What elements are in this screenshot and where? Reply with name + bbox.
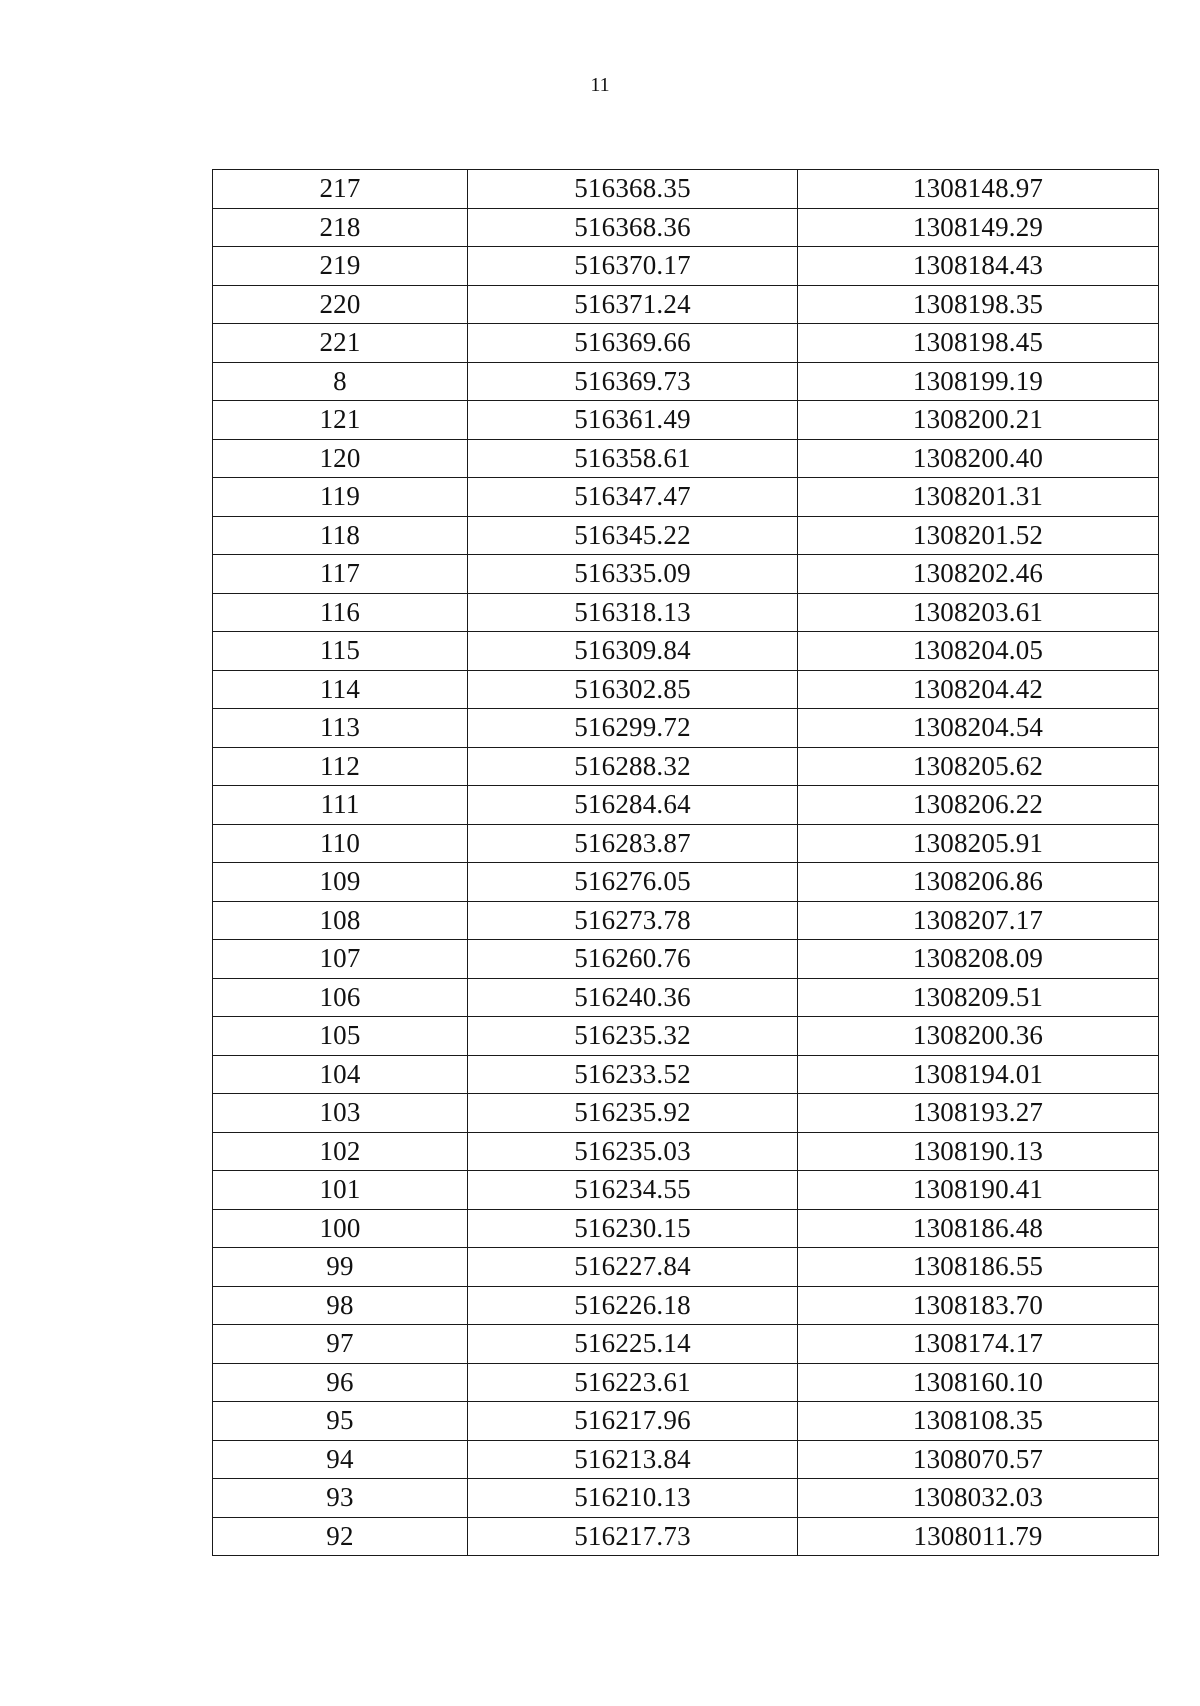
y-coordinate-cell: 1308183.70 [798,1286,1159,1325]
table-row [213,362,1159,401]
point-number-cell: 221 [213,324,468,363]
y-coordinate-cell: 1308148.97 [798,170,1159,209]
point-number-cell: 120 [213,439,468,478]
page-number: 11 [590,74,610,96]
point-number-cell: 103 [213,1094,468,1133]
point-number-cell: 94 [213,1440,468,1479]
y-coordinate-cell: 1308200.36 [798,1017,1159,1056]
y-coordinate-cell: 1308011.79 [798,1517,1159,1556]
y-coordinate-cell: 1308070.57 [798,1440,1159,1479]
point-number-cell: 118 [213,516,468,555]
y-coordinate-cell: 1308190.13 [798,1132,1159,1171]
y-coordinate-cell: 1308198.45 [798,324,1159,363]
table-row [213,709,1159,748]
y-coordinate-cell: 1308201.31 [798,478,1159,517]
x-coordinate-cell: 516230.15 [468,1209,798,1248]
table-row [213,1363,1159,1402]
x-coordinate-cell: 516369.73 [468,362,798,401]
y-coordinate-cell: 1308206.22 [798,786,1159,825]
point-number-cell: 217 [213,170,468,209]
table-row [213,1055,1159,1094]
table-row [213,1094,1159,1133]
coordinates-table [212,169,1159,1556]
x-coordinate-cell: 516240.36 [468,978,798,1017]
point-number-cell: 97 [213,1325,468,1364]
x-coordinate-cell: 516371.24 [468,285,798,324]
x-coordinate-cell: 516358.61 [468,439,798,478]
x-coordinate-cell: 516284.64 [468,786,798,825]
point-number-cell: 121 [213,401,468,440]
y-coordinate-cell: 1308186.48 [798,1209,1159,1248]
x-coordinate-cell: 516347.47 [468,478,798,517]
point-number-cell: 108 [213,901,468,940]
point-number-cell: 110 [213,824,468,863]
x-coordinate-cell: 516283.87 [468,824,798,863]
y-coordinate-cell: 1308205.62 [798,747,1159,786]
y-coordinate-cell: 1308202.46 [798,555,1159,594]
table-row [213,824,1159,863]
point-number-cell: 99 [213,1248,468,1287]
table-row [213,439,1159,478]
point-number-cell: 104 [213,1055,468,1094]
table-row [213,1517,1159,1556]
x-coordinate-cell: 516335.09 [468,555,798,594]
point-number-cell: 105 [213,1017,468,1056]
y-coordinate-cell: 1308204.05 [798,632,1159,671]
point-number-cell: 92 [213,1517,468,1556]
y-coordinate-cell: 1308201.52 [798,516,1159,555]
table-row [213,1325,1159,1364]
table-row [213,478,1159,517]
table-row [213,786,1159,825]
point-number-cell: 8 [213,362,468,401]
point-number-cell: 115 [213,632,468,671]
y-coordinate-cell: 1308199.19 [798,362,1159,401]
point-number-cell: 117 [213,555,468,594]
table-row [213,1286,1159,1325]
x-coordinate-cell: 516309.84 [468,632,798,671]
point-number-cell: 112 [213,747,468,786]
point-number-cell: 100 [213,1209,468,1248]
x-coordinate-cell: 516318.13 [468,593,798,632]
y-coordinate-cell: 1308184.43 [798,247,1159,286]
table-row [213,1209,1159,1248]
table-row [213,978,1159,1017]
y-coordinate-cell: 1308203.61 [798,593,1159,632]
table-row [213,593,1159,632]
y-coordinate-cell: 1308160.10 [798,1363,1159,1402]
point-number-cell: 101 [213,1171,468,1210]
x-coordinate-cell: 516225.14 [468,1325,798,1364]
y-coordinate-cell: 1308207.17 [798,901,1159,940]
point-number-cell: 114 [213,670,468,709]
x-coordinate-cell: 516235.92 [468,1094,798,1133]
point-number-cell: 98 [213,1286,468,1325]
table-row [213,555,1159,594]
point-number-cell: 111 [213,786,468,825]
point-number-cell: 109 [213,863,468,902]
x-coordinate-cell: 516234.55 [468,1171,798,1210]
y-coordinate-cell: 1308032.03 [798,1479,1159,1518]
x-coordinate-cell: 516226.18 [468,1286,798,1325]
table-row [213,1402,1159,1441]
table-row [213,324,1159,363]
table-row [213,285,1159,324]
table-row [213,632,1159,671]
x-coordinate-cell: 516273.78 [468,901,798,940]
table-row [213,670,1159,709]
table-row [213,940,1159,979]
x-coordinate-cell: 516368.35 [468,170,798,209]
table-row [213,1248,1159,1287]
point-number-cell: 95 [213,1402,468,1441]
x-coordinate-cell: 516361.49 [468,401,798,440]
x-coordinate-cell: 516260.76 [468,940,798,979]
table-row [213,1171,1159,1210]
point-number-cell: 113 [213,709,468,748]
x-coordinate-cell: 516276.05 [468,863,798,902]
x-coordinate-cell: 516299.72 [468,709,798,748]
point-number-cell: 107 [213,940,468,979]
y-coordinate-cell: 1308186.55 [798,1248,1159,1287]
table-row [213,1017,1159,1056]
point-number-cell: 218 [213,208,468,247]
table-row [213,208,1159,247]
y-coordinate-cell: 1308108.35 [798,1402,1159,1441]
y-coordinate-cell: 1308200.21 [798,401,1159,440]
x-coordinate-cell: 516370.17 [468,247,798,286]
x-coordinate-cell: 516302.85 [468,670,798,709]
table-row [213,747,1159,786]
x-coordinate-cell: 516233.52 [468,1055,798,1094]
point-number-cell: 119 [213,478,468,517]
table-row [213,1479,1159,1518]
x-coordinate-cell: 516210.13 [468,1479,798,1518]
point-number-cell: 116 [213,593,468,632]
table-row [213,247,1159,286]
y-coordinate-cell: 1308174.17 [798,1325,1159,1364]
y-coordinate-cell: 1308206.86 [798,863,1159,902]
y-coordinate-cell: 1308208.09 [798,940,1159,979]
y-coordinate-cell: 1308200.40 [798,439,1159,478]
x-coordinate-cell: 516369.66 [468,324,798,363]
y-coordinate-cell: 1308194.01 [798,1055,1159,1094]
table-row [213,901,1159,940]
y-coordinate-cell: 1308204.54 [798,709,1159,748]
coordinates-table-body [213,170,1159,1556]
table-row [213,1440,1159,1479]
x-coordinate-cell: 516345.22 [468,516,798,555]
table-row [213,863,1159,902]
y-coordinate-cell: 1308204.42 [798,670,1159,709]
x-coordinate-cell: 516217.73 [468,1517,798,1556]
y-coordinate-cell: 1308193.27 [798,1094,1159,1133]
y-coordinate-cell: 1308205.91 [798,824,1159,863]
x-coordinate-cell: 516288.32 [468,747,798,786]
x-coordinate-cell: 516235.03 [468,1132,798,1171]
y-coordinate-cell: 1308190.41 [798,1171,1159,1210]
table-row [213,516,1159,555]
x-coordinate-cell: 516368.36 [468,208,798,247]
table-row [213,401,1159,440]
point-number-cell: 96 [213,1363,468,1402]
point-number-cell: 106 [213,978,468,1017]
y-coordinate-cell: 1308209.51 [798,978,1159,1017]
point-number-cell: 93 [213,1479,468,1518]
x-coordinate-cell: 516217.96 [468,1402,798,1441]
x-coordinate-cell: 516223.61 [468,1363,798,1402]
point-number-cell: 102 [213,1132,468,1171]
table-row [213,170,1159,209]
point-number-cell: 220 [213,285,468,324]
y-coordinate-cell: 1308149.29 [798,208,1159,247]
y-coordinate-cell: 1308198.35 [798,285,1159,324]
x-coordinate-cell: 516213.84 [468,1440,798,1479]
x-coordinate-cell: 516235.32 [468,1017,798,1056]
table-row [213,1132,1159,1171]
point-number-cell: 219 [213,247,468,286]
x-coordinate-cell: 516227.84 [468,1248,798,1287]
